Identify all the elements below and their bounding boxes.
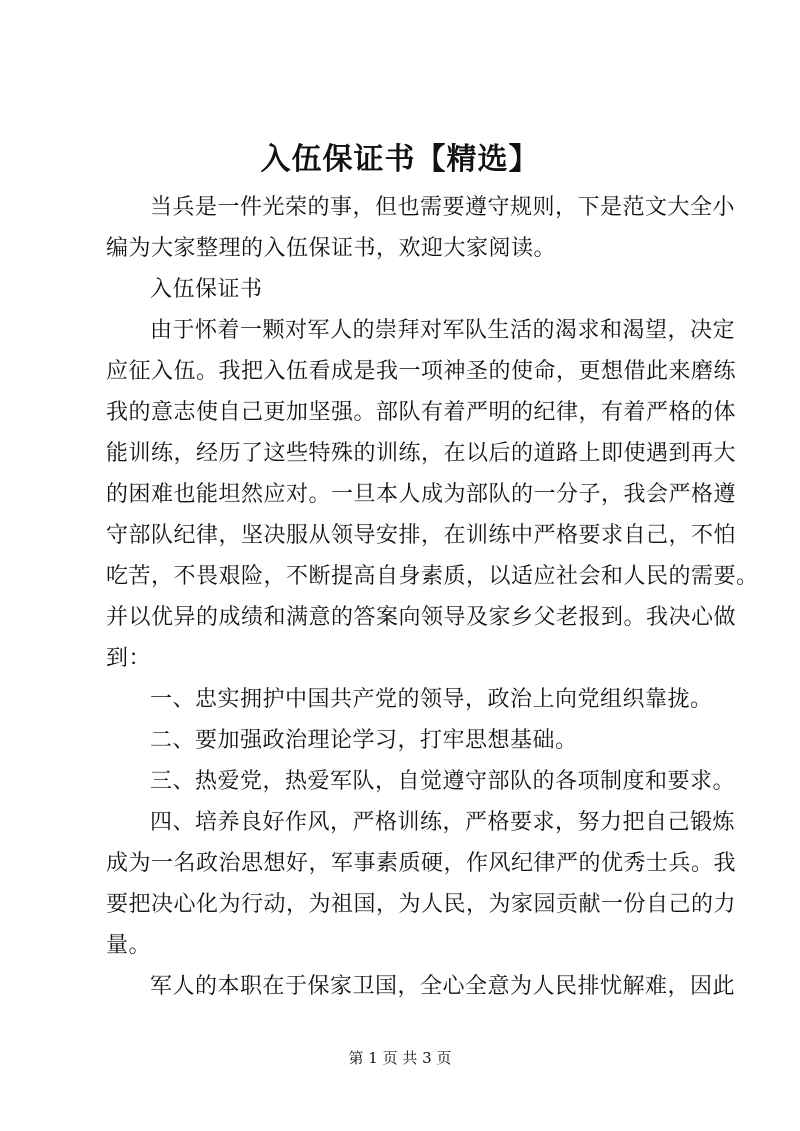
list-item: 三、热爱党，热爱军队，自觉遵守部队的各项制度和要求。 xyxy=(150,769,736,794)
paragraph-line: 应征入伍。我把入伍看成是我一项神圣的使命，更想借此来磨练 xyxy=(106,359,737,384)
list-item: 一、忠实拥护中国共产党的领导，政治上向党组织靠拢。 xyxy=(150,687,713,712)
paragraph-line: 军人的本职在于保家卫国，全心全意为人民排忧解难，因此 xyxy=(150,974,736,999)
paragraph-line: 编为大家整理的入伍保证书，欢迎大家阅读。 xyxy=(106,236,557,261)
paragraph-line: 守部队纪律，坚决服从领导安排，在训练中严格要求自己，不怕 xyxy=(106,523,737,548)
section-heading: 入伍保证书 xyxy=(150,277,263,302)
paragraph-line: 能训练，经历了这些特殊的训练，在以后的道路上即使遇到再大 xyxy=(106,441,737,466)
paragraph-line: 当兵是一件光荣的事，但也需要遵守规则，下是范文大全小 xyxy=(150,195,736,220)
paragraph-line: 的困难也能坦然应对。一旦本人成为部队的一分子，我会严格遵 xyxy=(106,482,737,507)
paragraph-line: 吃苦，不畏艰险，不断提高自身素质，以适应社会和人民的需要。 xyxy=(106,564,759,589)
paragraph-line: 要把决心化为行动，为祖国，为人民，为家园贡献一份自己的力 xyxy=(106,892,737,917)
list-item: 四、培养良好作风，严格训练，严格要求，努力把自己锻炼 xyxy=(150,810,736,835)
document-title: 入伍保证书【精选】 xyxy=(260,142,540,177)
paragraph-line: 由于怀着一颗对军人的崇拜对军队生活的渴求和渴望，决定 xyxy=(150,318,736,343)
list-item: 二、要加强政治理论学习，打牢思想基础。 xyxy=(150,728,578,753)
paragraph-line: 我的意志使自己更加坚强。部队有着严明的纪律，有着严格的体 xyxy=(106,400,737,425)
page-footer: 第 1 页 共 3 页 xyxy=(348,1049,452,1067)
paragraph-line: 并以优异的成绩和满意的答案向领导及家乡父老报到。我决心做 xyxy=(106,605,737,630)
paragraph-line: 成为一名政治思想好，军事素质硬，作风纪律严的优秀士兵。我 xyxy=(106,851,737,876)
paragraph-line: 到： xyxy=(106,646,152,671)
paragraph-line: 量。 xyxy=(106,933,152,958)
